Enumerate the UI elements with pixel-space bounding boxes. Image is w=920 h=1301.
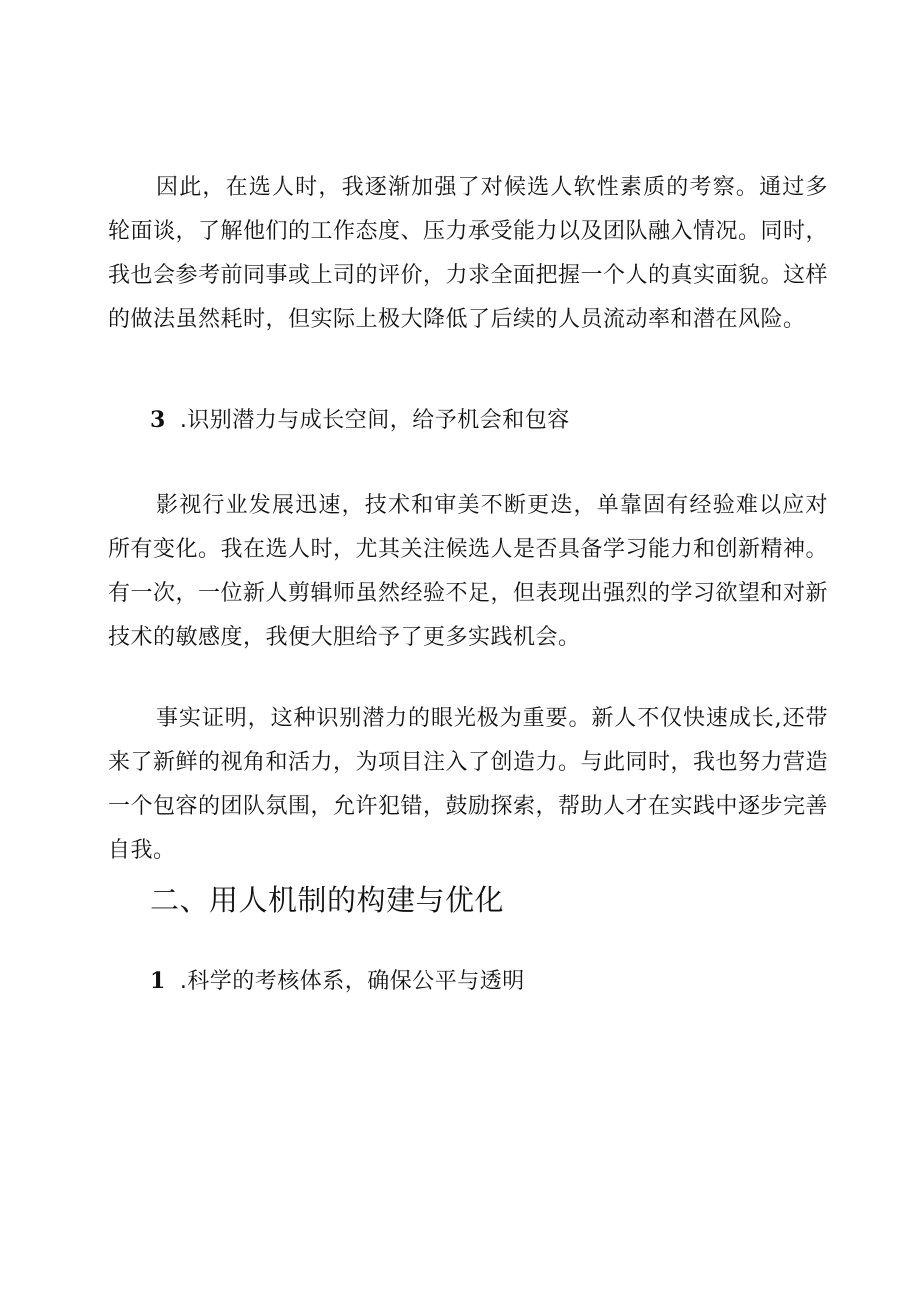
paragraph-candidate-soft-skills: 因此，在选人时，我逐渐加强了对候选人软性素质的考察。通过多轮面谈，了解他们的工作态度、压力承受能力以及团队融入情况。同时，我也会参考前同事或上司的评价，力求全面把握一个人的真实面貌。这样的做法虽然耗时，但实际上极大降低了后续的人员流动率和潜在风险。 [108, 175, 829, 332]
subheading-number: 3 [150, 407, 166, 433]
section-heading-mechanism: 二、用人机制的构建与优化 [150, 883, 505, 917]
paragraph-potential-proven: 事实证明，这种识别潜力的眼光极为重要。新人不仅快速成长,还带来了新鲜的视角和活力，为项目注入了创造力。与此同时，我也努力营造一个包容的团队氛围，允许犯错，鼓励探索，帮助人才在实践中逐步完善自我。 [108, 706, 829, 863]
subheading-text: .识别潜力与成长空间，给予机会和包容 [179, 408, 570, 433]
subheading-number: 1 [150, 968, 166, 994]
subheading-assessment-system [150, 966, 525, 997]
subheading-text: .科学的考核体系，确保公平与透明 [179, 969, 525, 994]
paragraph-industry-change: 影视行业发展迅速，技术和审美不断更迭，单靠固有经验难以应对所有变化。我在选人时，尤其关注候选人是否具备学习能力和创新精神。有一次，一位新人剪辑师虽然经验不足，但表现出强烈的学习欲望和对新技术的敏感度，我便大胆给予了更多实践机会。 [108, 493, 829, 650]
subheading-identify-potential [150, 405, 570, 436]
